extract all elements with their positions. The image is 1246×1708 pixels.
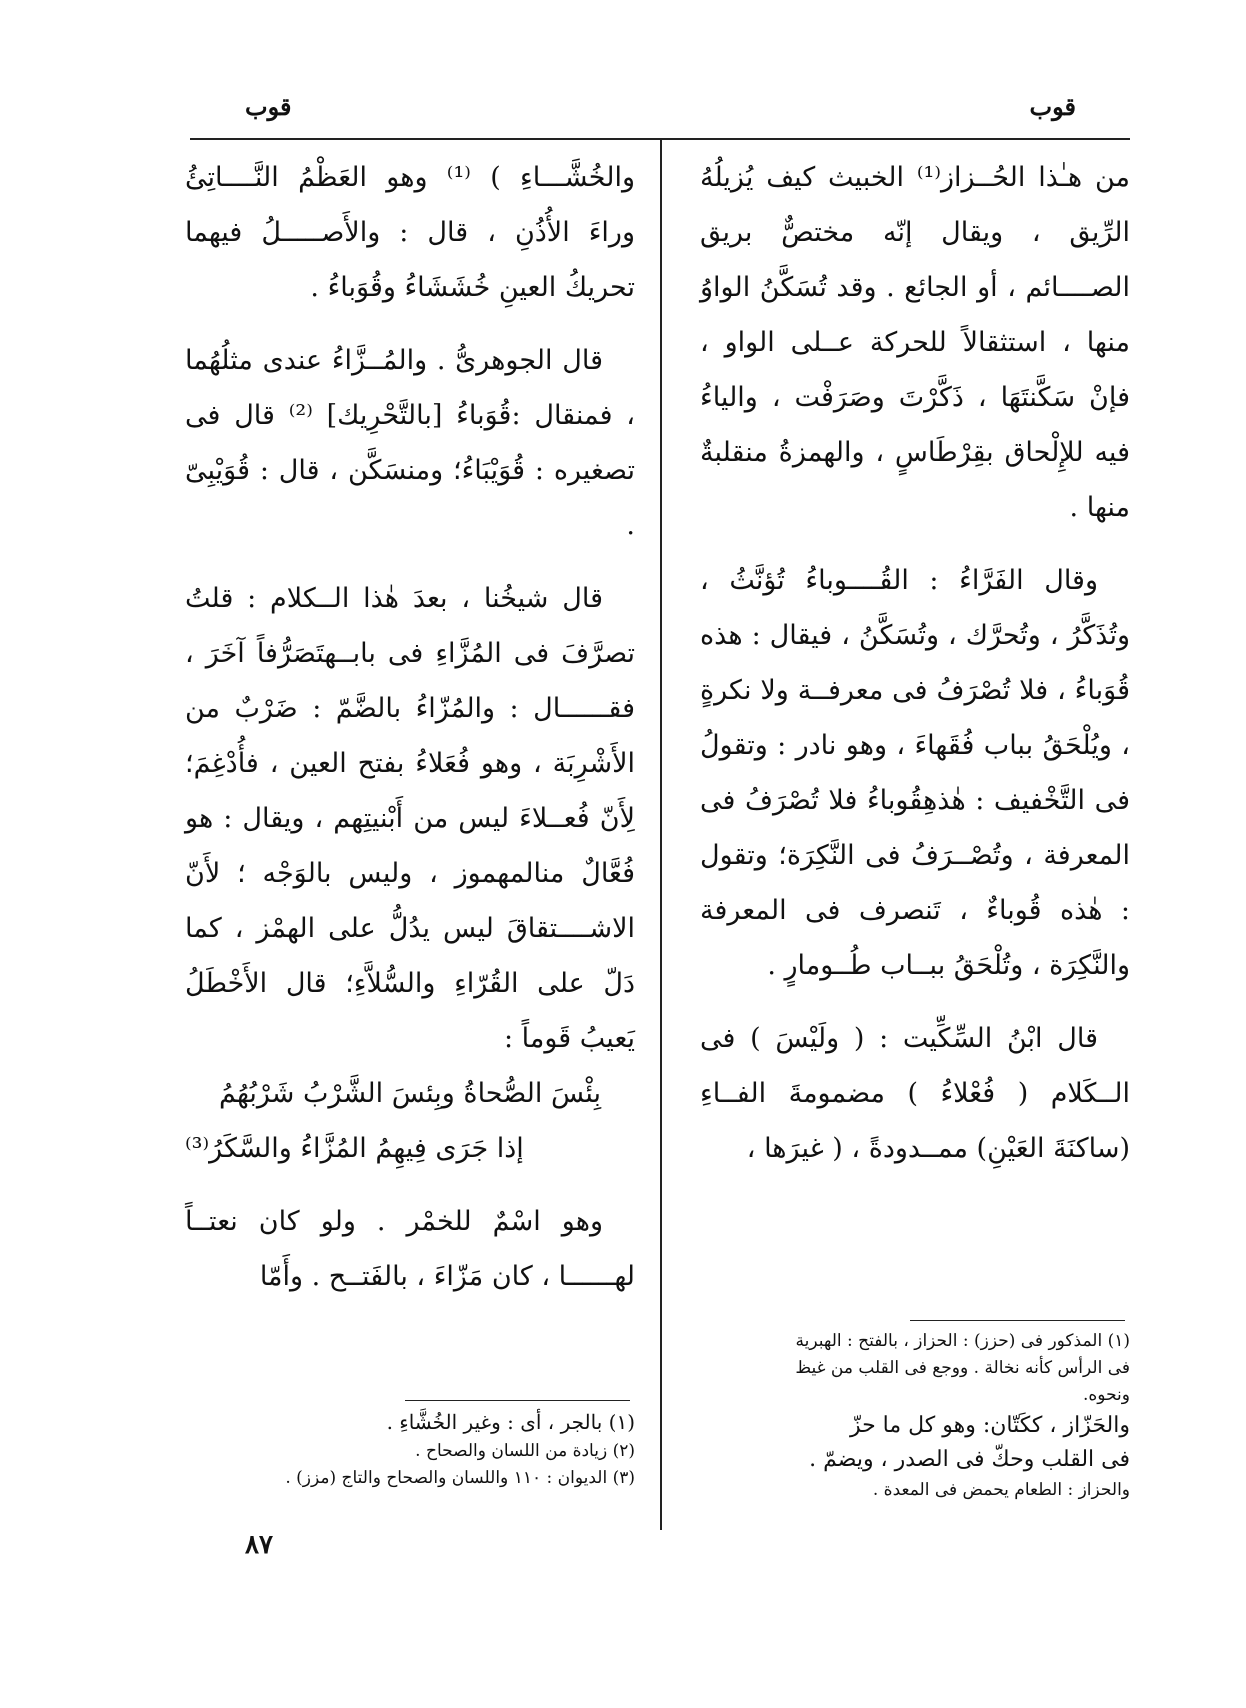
text-line: وراءَ الأُذُنِ ، قال : والأَصـــــلُ فيهما <box>185 217 635 248</box>
text-line: والياءُ فيه للإِلْحاق بقِرْطَاسٍ ، والهمزةُ <box>700 382 1130 468</box>
footnote-1-line: (١) المذكور فى (حزز) : الحزاز ، بالفتح : الهبرية <box>795 1331 1130 1351</box>
text-line: ولا نكرةٍ ، ويُلْحَقُ بباب فُقَهاءَ ، وهو <box>700 675 1130 761</box>
text-line: والخُشَّـــاءِ ) ⁽¹⁾ وهو العَظْمُ النَّــــاتِئُ <box>185 162 635 193</box>
text-line: طُــومارٍ . <box>767 950 872 981</box>
footnote-2: (٢) زيادة من اللسان والصحاح . <box>415 1441 635 1461</box>
text-line: قال الجوهرىُّ . والمُــزَّاءُ عندى <box>262 345 603 376</box>
text-line: قال شيخُنا ، بعدَ هٰذا الــكلام : <box>247 583 603 614</box>
left-column <box>185 150 635 1304</box>
text-line: قال فى تصغيره : قُوَيْبَاءُ؛ ومنسَكَّن ، <box>185 400 635 486</box>
right-column <box>700 150 1130 1176</box>
footnote-1-line: فى الرأس كأنه نخالة . ووجع فى القلب من غيظ ونحوه. <box>795 1358 1130 1405</box>
text-line: قال ابْنُ السِّكِّيت : ( ولَيْسَ ) فى <box>700 1023 1098 1054</box>
right-paragraph-1 <box>700 150 1130 535</box>
left-paragraph-3 <box>185 571 635 1066</box>
text-line: الصــــائم ، أو الجائع . وقد تُسَكَّنُ <box>759 272 1130 303</box>
left-paragraph-1 <box>185 150 635 315</box>
text-line: (ساكنَةَ العَيْنِ) ممــدودةً ، ( غيرَها ، <box>746 1133 1130 1164</box>
right-paragraph-2 <box>700 553 1130 993</box>
text-line: النَّكِرَة؛ وتقول : هٰذه قُوباءٌ ، تَنصرف <box>700 840 1131 926</box>
text-line: من هـٰذا الحُــزاز⁽¹⁾ الخبيث كيف <box>766 162 1130 193</box>
text-line: الواو ، فإنْ سَكَّنتَهَا ، ذَكَّرْتَ وصَرَفْت ، <box>700 327 1130 413</box>
text-line: يدُلُّ على الهمْز ، كما دَلّ على القُرّاءِ <box>185 913 636 999</box>
column-divider <box>660 140 662 1530</box>
text-line: والسُّلاَّءِ؛ قال الأَخْطَلُ يَعيبُ قَوماً : <box>185 968 635 1054</box>
text-line: فى المعرفة والنَّكِرَة ، وتُلْحَقُ ببــاب <box>700 895 1130 981</box>
text-line: مثلُهُما ، فمنقال :قُوَباءُ [بالتَّحْرِيك] ⁽²⁾ <box>185 345 635 431</box>
footnote-1-line: والحزاز : الطعام يحمض فى المعدة . <box>872 1480 1130 1500</box>
right-footnotes <box>780 1328 1130 1504</box>
text-line: نادر : وتقولُ فى التَّخْفيف : هٰذهِقُوباءُ <box>700 730 1130 816</box>
text-line: قلتُ تصرَّفَ فى المُزَّاءِ فى بابــهتَصَرُّفاً <box>185 583 635 669</box>
text-line: هذه قُوَباءُ ، فلا تُصْرَفُ فى معرفــة <box>700 620 1130 706</box>
text-line: العين ، فأُدْغِمَ؛ لِأَنّ فُعــلاءَ ليس من <box>185 748 635 834</box>
right-paragraph-3 <box>700 1011 1130 1176</box>
verse-hemistich-2: إذا جَرَى فِيهِمُ المُزَّاءُ والسَّكَرُ⁽³⁾ <box>185 1133 524 1164</box>
text-line: وتُذَكَّرُ ، وتُحرَّك ، وتُسَكَّنُ ، فيقال : <box>751 620 1130 651</box>
page-number: ٨٧ <box>245 1530 273 1560</box>
running-header-right: قوب <box>1029 92 1076 121</box>
text-line: تحريكُ العينِ خُشَشَاءُ وقُوَباءُ . <box>310 272 635 303</box>
handwritten-annotation-line: والحَزّاز ، ككَتّان: وهو كل ما حزّ <box>849 1413 1130 1438</box>
footnote-rule-left <box>405 1400 630 1401</box>
text-line: وهو اسْمٌ للخمْر . ولو كان نعتــاً <box>185 1206 603 1237</box>
running-header-left: قوب <box>245 92 292 121</box>
left-paragraph-4 <box>185 1194 635 1304</box>
handwritten-annotation-line: فى القلب وحكّ فى الصدر ، ويضمّ . <box>809 1447 1130 1472</box>
text-line: ضَرْبٌ من الأَشْرِبَة ، وهو فُعَلاءُ بفتح <box>185 693 636 779</box>
footnote-rule-right <box>910 1320 1125 1321</box>
text-line: الــكَلام ( فُعْلاءُ ) مضمومةَ الفــاءِ <box>700 1078 1130 1109</box>
text-line: آخَرَ ، فقــــــال : والمُزّاءُ بالضَّمّ : <box>185 638 635 724</box>
footnote-1: (١) بالجر ، أى : وغير الخُشَّاءِ . <box>386 1410 635 1434</box>
text-line: قال : قُوَيْبِىّ . <box>185 455 635 541</box>
text-line: وقال الفَرَّاءُ : القُــــوباءُ تُؤنَّثُ ، <box>700 565 1098 596</box>
text-line: لهــــــا ، كان مَزّاءَ ، بالفَتــح . وأَمّا <box>259 1261 635 1292</box>
footnote-3: (٣) الديوان : ١١٠ واللسان والصحاح والتاج (مزز) . <box>285 1468 635 1488</box>
left-paragraph-2 <box>185 333 635 553</box>
text-line: فلا تُصْرَفُ فى المعرفة ، وتُصْــرَفُ فى <box>700 785 1130 871</box>
text-line: منقلبةٌ منها . <box>700 437 1130 523</box>
verse-hemistich-1: بِئْسَ الصُّحاةُ وبِئسَ الشَّرْبُ شَرْبُهُمُ <box>218 1078 602 1109</box>
text-line: وليس بالوَجْه ؛ لأَنّ الاشــــتقاقَ ليس <box>185 858 635 944</box>
text-line: الواوُ منها ، استثقالاً للحركة عــلى <box>700 272 1130 358</box>
left-footnotes <box>185 1406 635 1492</box>
text-line: يُزيلُهُ الرِّيق ، ويقال إنّه مختصٌّ بريق <box>700 162 1130 248</box>
text-line: أَبْنيتِهم ، ويقال : هو فُعَّالٌ منالمهموز ، <box>185 803 635 889</box>
